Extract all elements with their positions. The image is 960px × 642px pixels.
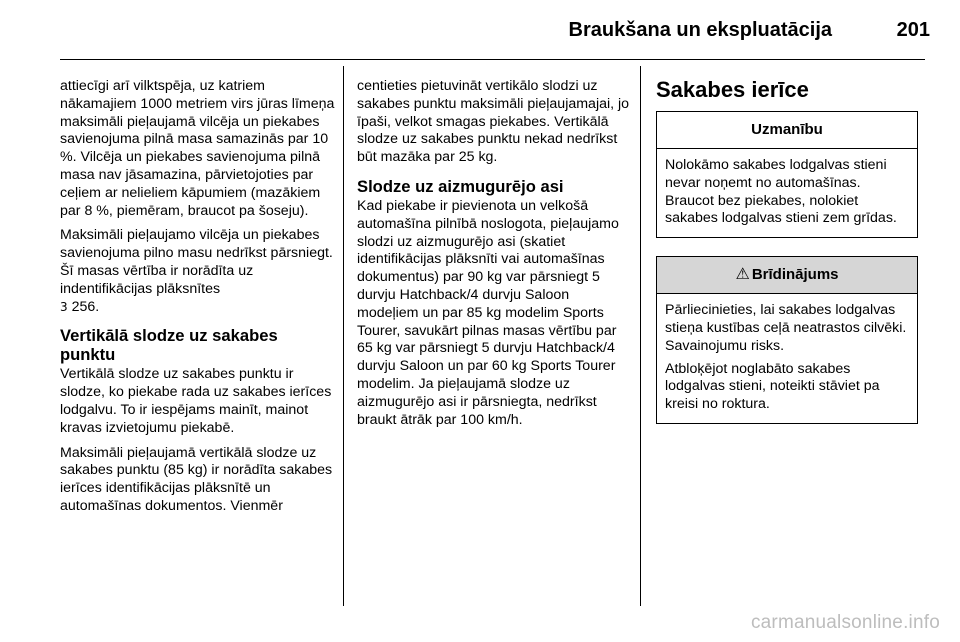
column-divider-right bbox=[640, 66, 641, 606]
page-reference-link[interactable] bbox=[60, 299, 99, 315]
warning-text: Atbloķējot noglabāto sakabes lodgalvas stieni, noteikti stāviet pa kreisi no roktura. bbox=[665, 360, 880, 413]
warning-triangle-icon: ⚠ bbox=[735, 266, 750, 284]
header-title: Braukšana un ekspluatācija bbox=[568, 19, 832, 41]
paragraph bbox=[60, 227, 335, 316]
watermark-text: carmanualsonline.info bbox=[750, 612, 940, 633]
paragraph: attiecīgi arī vilktspēja, uz katriem nākamajiem 1000 metriem virs jūras līmeņa maksimāli pieļaujamā vilcēja un piekabes savienojuma pilnā masa samazinās par 10 %. Vilcēja un piekabes savienojuma pilnā masa nav jāsamazina, pārvietojoties par ceļiem ar nelieliem kāpumiem (mazākiem par 8 %, piemēram, braucot pa šoseju). bbox=[60, 78, 335, 219]
notice-text: Nolokāmo sakabes lodgalvas stieni nevar noņemt no automašīnas. Braucot bez piekabes, nolokiet sakabes lodgalvas stieni zem grīdas. bbox=[665, 157, 897, 227]
column-2 bbox=[357, 78, 632, 436]
paragraph-text: Maksimāli pieļaujamo vilcēja un piekabes savienojuma pilno masu nedrīkst pārsniegt. Šī masas vērtība ir norādīta uz indentifikācijas plāksnītes bbox=[60, 227, 333, 297]
paragraph: Kad piekabe ir pievienota un velkošā automašīna pilnībā noslogota, pieļaujamo slodzi uz aizmugurējo asi (skatiet identifikācijas plāksnīti vai automašīnas dokumentus) par 90 kg var pārsniegt 5 durvju Hatchback/4 durvju Saloon modeļiem un par 85 kg modelim Sports Tourer, savukārt pilnas masas vērtību par 65 kg var pārsniegt 5 durvju Hatchback/4 durvju Saloon un par 60 kg Sports Tourer modelim. Ja pieļaujamā slodze uz aizmugurējo asi ir pārsniegta, nedrīkst braukt ātrāk par 100 km/h. bbox=[357, 197, 619, 428]
warning-header bbox=[657, 257, 917, 294]
warning-box bbox=[656, 256, 918, 424]
column-3 bbox=[656, 76, 918, 442]
reference-page: 256. bbox=[71, 298, 100, 315]
section-title: Sakabes ierīce bbox=[656, 77, 809, 102]
arrow-reference-icon: 3 bbox=[60, 299, 68, 314]
section-subheading: Slodze uz aizmugurējo asi bbox=[357, 176, 564, 196]
paragraph: centieties pietuvināt vertikālo slodzi uz sakabes punktu maksimāli pieļaujamajai, jo īpaši, velkot smagas piekabes. Vertikālā slodze uz sakabes punktu nekad nedrīkst būt mazāka par 25 kg. bbox=[357, 78, 630, 166]
warning-title: Brīdinājums bbox=[751, 266, 839, 284]
notice-box bbox=[656, 111, 918, 238]
notice-title: Uzmanību bbox=[657, 112, 917, 149]
paragraph: Vertikālā slodze uz sakabes punktu ir slodze, ko piekabe rada uz sakabes ierīces lodgalvu. To ir iespējams mainīt, mainot kravas izvietojumu piekabē. bbox=[60, 366, 332, 436]
paragraph: Maksimāli pieļaujamā vertikālā slodze uz sakabes punktu (85 kg) ir norādīta sakabes ierīces identifikācijas plāksnītē un automašīnas dokumentos. Vienmēr bbox=[60, 444, 333, 514]
column-1 bbox=[60, 78, 335, 523]
section-subheading: Vertikālā slodze uz sakabes punktu bbox=[60, 326, 278, 365]
notice-body bbox=[657, 149, 917, 237]
header-rule bbox=[60, 59, 925, 60]
warning-body bbox=[657, 294, 917, 423]
page-number: 201 bbox=[896, 19, 930, 41]
column-divider-left bbox=[343, 66, 344, 606]
warning-text: Pārliecinieties, lai sakabes lodgalvas stieņa kustības ceļā neatrastos cilvēki. Savainojumu risks. bbox=[665, 302, 907, 354]
